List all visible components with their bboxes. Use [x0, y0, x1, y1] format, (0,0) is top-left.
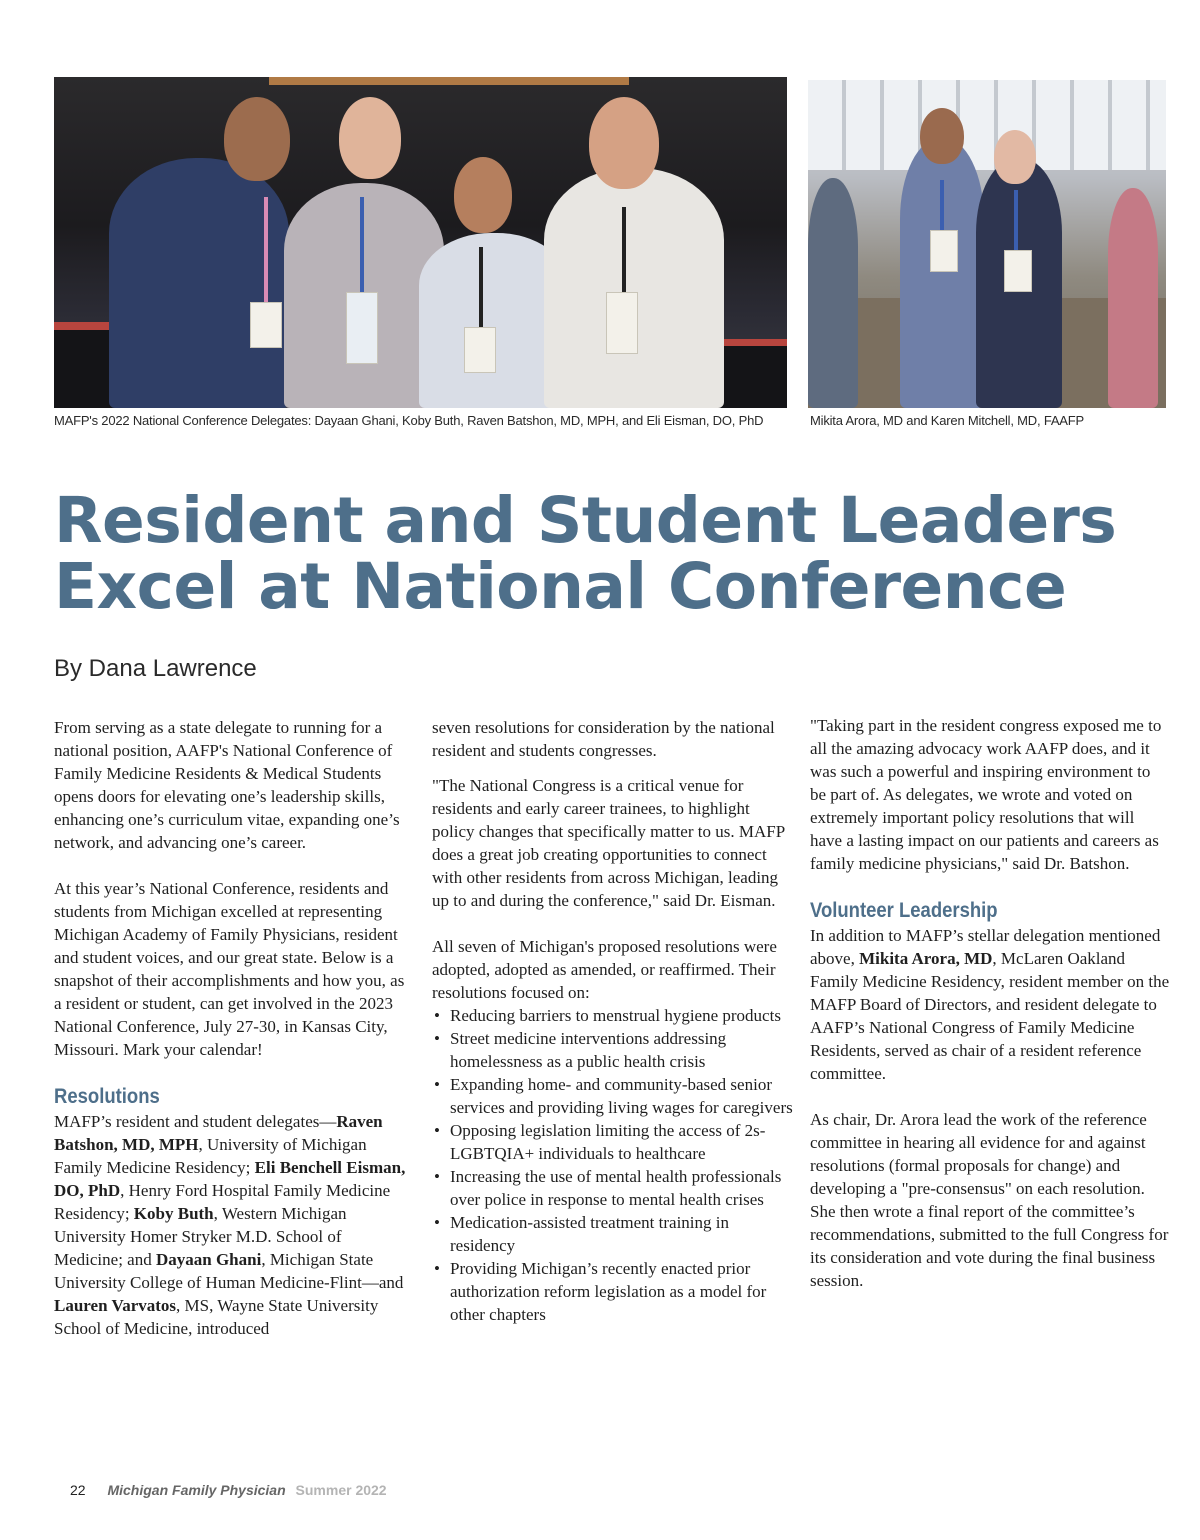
paragraph: At this year’s National Conference, residents and students from Michigan excelled at representing Michigan Academy of Family Physicians, resident and student voices, and our great state. Below is a snapshot of their accomplishments and how you, as a resident or student, can get involved in the 2023 National Conference, July 27-30, in Kansas City, Missouri. Mark your calendar! — [54, 879, 405, 1059]
list-item: • Opposing legislation limiting the access of 2s-LGBTQIA+ individuals to healthcare — [432, 1119, 794, 1165]
page-number: 22 — [70, 1482, 86, 1498]
paragraph: As chair, Dr. Arora lead the work of the reference committee in hearing all evidence for and against resolutions (formal proposals for change) and developing a "pre-consensus" on each resolution. She then wrote a final report of the committee’s recommendations, submitted to the full Congress for its consideration and vote during the final business session. — [810, 1110, 1169, 1290]
paragraph-arora: In addition to MAFP’s stellar delegation mentioned above, Mikita Arora, MD, McLaren Oakland Family Medicine Residency, resident member on the MAFP Board of Directors, and resident delegate to AAFP’s National Congress of Family Medicine Residents, served as chair of a resident reference committee. — [810, 926, 1170, 1083]
photo-caption-right: Mikita Arora, MD and Karen Mitchell, MD, FAAFP — [810, 413, 1084, 428]
list-item: • Reducing barriers to menstrual hygiene products — [432, 1004, 794, 1027]
issue-label: Summer 2022 — [295, 1482, 387, 1498]
photo-person-4 — [544, 168, 724, 408]
photo-person-1 — [109, 158, 289, 408]
byline: By Dana Lawrence — [54, 655, 257, 682]
delegate-name: Dayaan Ghani — [155, 1250, 262, 1269]
paragraph-delegates: MAFP’s resident and student delegates—Raven Batshon, MD, MPH, University of Michigan Family Medicine Residency; Eli Benchell Eisman, DO, PhD, Henry Ford Hospital Family Medicine Residency; Koby Buth, Western Michigan University Homer Stryker M.D. School of Medicine; and Dayaan Ghani, Michigan State University College of Human Medicine-Flint—and Lauren Varvatos, MS, Wayne State University School of Medicine, introduced — [54, 1112, 406, 1338]
subhead-volunteer-leadership: Volunteer Leadership — [810, 899, 998, 922]
list-item: • Providing Michigan’s recently enacted prior authorization reform legislation as a model for other chapters — [432, 1257, 794, 1326]
headline-line-2: Excel at National Conference — [54, 550, 1067, 623]
article-column-3 — [810, 714, 1170, 1292]
photo-banner — [269, 77, 629, 85]
photo-person-background-2 — [1108, 188, 1158, 408]
photo-caption-left: MAFP's 2022 National Conference Delegates: Dayaan Ghani, Koby Buth, Raven Batshon, MD, MPH, and Eli Eisman, DO, PhD — [54, 413, 764, 428]
delegate-name: Koby Buth — [133, 1204, 214, 1223]
quote-eisman: "The National Congress is a critical venue for residents and early career trainees, to highlight policy changes that specifically matter to us. MAFP does a great job creating opportunities to connect with other residents from across Michigan, leading up to and during the conference," said Dr. Eisman. — [432, 776, 785, 910]
photo-person-arora — [900, 138, 984, 408]
page-footer — [70, 1482, 387, 1498]
resolution-list — [432, 1004, 794, 1326]
list-item: • Street medicine interventions addressing homelessness as a public health crisis — [432, 1027, 794, 1073]
arora-name: Mikita Arora, MD — [859, 949, 993, 968]
list-item: • Expanding home- and community-based senior services and providing living wages for caregivers — [432, 1073, 794, 1119]
quote-batshon: "Taking part in the resident congress exposed me to all the amazing advocacy work AAFP does, and it was such a powerful and inspiring environment to be part of. As delegates, we wrote and voted on extremely important policy resolutions that will have a lasting impact on our patients and careers as family medicine physicians," said Dr. Batshon. — [810, 716, 1162, 873]
paragraph: seven resolutions for consideration by the national resident and students congresses. — [432, 718, 775, 760]
photo-windows — [808, 80, 1166, 170]
article-headline — [54, 484, 1174, 623]
article-column-1 — [54, 716, 414, 1340]
delegates-photo — [54, 77, 787, 408]
delegate-name: Raven Batshon, MD, MPH — [54, 1112, 383, 1154]
delegate-name: Lauren Varvatos — [54, 1296, 177, 1315]
headline-line-1: Resident and Student Leaders — [54, 484, 1117, 557]
paragraph: From serving as a state delegate to running for a national position, AAFP's National Conference of Family Medicine Residents & Medical Students opens doors for elevating one’s leadership skills, enhancing one’s curriculum vitae, expanding one’s network, and advancing one’s career. — [54, 718, 400, 852]
list-item: • Medication-assisted treatment training in residency — [432, 1211, 794, 1257]
arora-mitchell-photo — [808, 80, 1166, 408]
publication-name: Michigan Family Physician — [107, 1482, 286, 1498]
paragraph: All seven of Michigan's proposed resolutions were adopted, adopted as amended, or reaffirmed. Their resolutions focused on: — [432, 937, 777, 1002]
subhead-resolutions: Resolutions — [54, 1085, 160, 1108]
list-item: • Increasing the use of mental health professionals over police in response to mental health crises — [432, 1165, 794, 1211]
photo-person-background — [808, 178, 858, 408]
article-column-2 — [432, 716, 794, 1326]
delegate-name: Eli Benchell Eisman, DO, PhD — [54, 1158, 406, 1200]
